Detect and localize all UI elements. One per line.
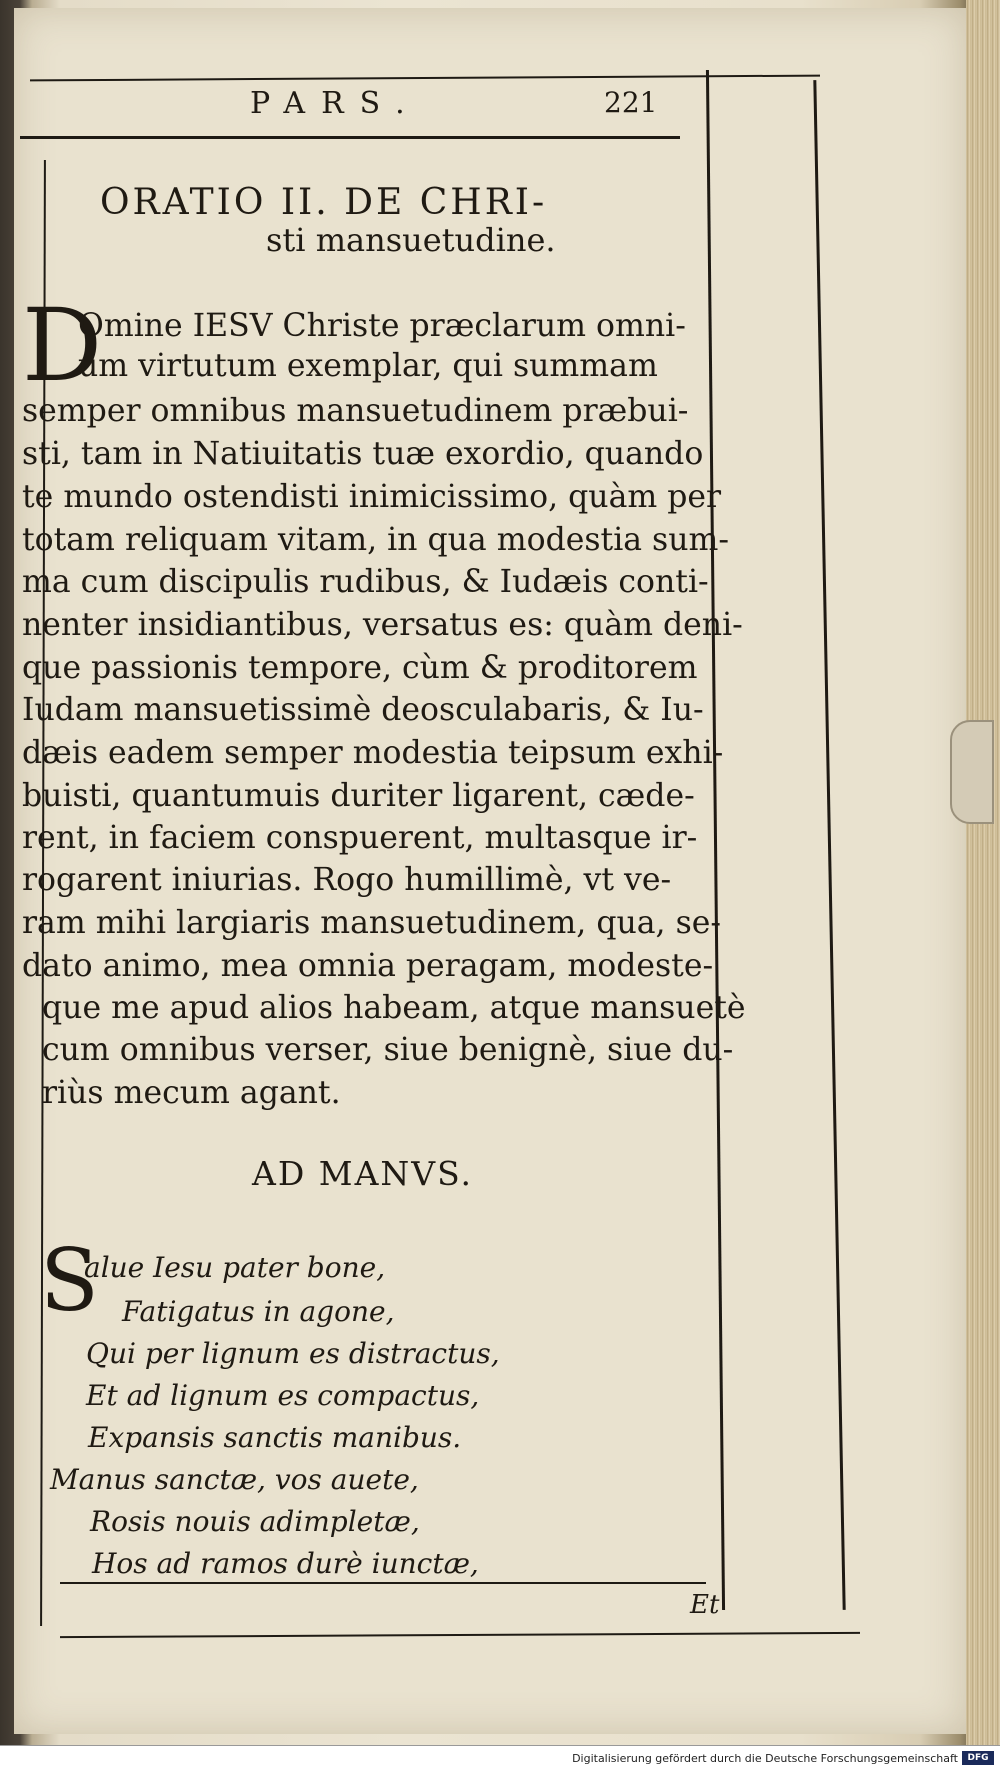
oration-line: buisti, quantumuis duriter ligarent, cæde-: [22, 778, 695, 814]
hymn-dropcap: S: [40, 1231, 99, 1331]
oration-line: rent, in faciem conspuerent, multasque ir-: [22, 820, 698, 856]
oration-dropcap: D: [22, 287, 103, 404]
oration-title-line-1: ORATIO II. DE CHRI-: [100, 182, 548, 223]
oration-line: sti, tam in Natiuitatis tuæ exordio, quando: [22, 436, 704, 472]
footer-credit: Digitalisierung gefördert durch die Deutsche Forschungsgemeinschaft: [572, 1752, 958, 1765]
digitization-footer: [0, 1745, 1000, 1772]
oration-line: ma cum discipulis rudibus, & Iudæis conti-: [22, 564, 709, 600]
oration-line: um virtutum exemplar, qui summam: [78, 348, 658, 384]
oration-title-line-2: sti mansuetudine.: [266, 221, 556, 259]
hymn-line: Manus sanctæ, vos auete,: [50, 1463, 419, 1496]
oration-line: rogarent iniurias. Rogo humillimè, vt ve-: [22, 862, 672, 898]
hymn-line: Qui per lignum es distractus,: [86, 1337, 500, 1370]
hymn-line: Expansis sanctis manibus.: [88, 1421, 462, 1454]
hymn-heading: AD MANVS.: [252, 1154, 474, 1193]
hymn-line: Hos ad ramos durè iunctæ,: [92, 1547, 479, 1580]
oration-line: que me apud alios habeam, atque mansuetè: [42, 990, 746, 1026]
oration-line: te mundo ostendisti inimicissimo, quàm per: [22, 479, 722, 515]
oration-line: nenter insidiantibus, versatus es: quàm deni-: [22, 607, 743, 643]
page-edges: [966, 0, 1000, 1745]
hymn-line: alue Iesu pater bone,: [84, 1251, 386, 1284]
oration-line: riùs mecum agant.: [42, 1075, 341, 1111]
book-clasp: [950, 720, 994, 824]
oration-line: que passionis tempore, cùm & proditorem: [22, 650, 698, 686]
running-head: PARS.: [250, 86, 421, 121]
oration-line: Iudam mansuetissimè deosculabaris, & Iu-: [22, 692, 704, 728]
oration-line: ram mihi largiaris mansuetudinem, qua, se-: [22, 905, 722, 941]
oration-line: semper omnibus mansuetudinem præbui-: [22, 393, 689, 429]
hymn-line: Fatigatus in agone,: [122, 1295, 395, 1328]
catchword: Et: [690, 1590, 720, 1620]
oration-line: dæis eadem semper modestia teipsum exhi-: [22, 735, 724, 771]
oration-line: totam reliquam vitam, in qua modestia sum-: [22, 522, 730, 558]
oration-line: cum omnibus verser, siue benignè, siue du-: [42, 1032, 734, 1068]
oration-line: Omine IESV Christe præclarum omni-: [78, 308, 686, 344]
dfg-logo: DFG: [962, 1751, 994, 1765]
oration-line: dato animo, mea omnia peragam, modeste-: [22, 948, 714, 984]
page-number: 221: [604, 86, 658, 119]
hymn-line: Et ad lignum es compactus,: [86, 1379, 480, 1412]
header-rule-bottom: [20, 136, 680, 139]
hymn-line: Rosis nouis adimpletæ,: [90, 1505, 420, 1538]
